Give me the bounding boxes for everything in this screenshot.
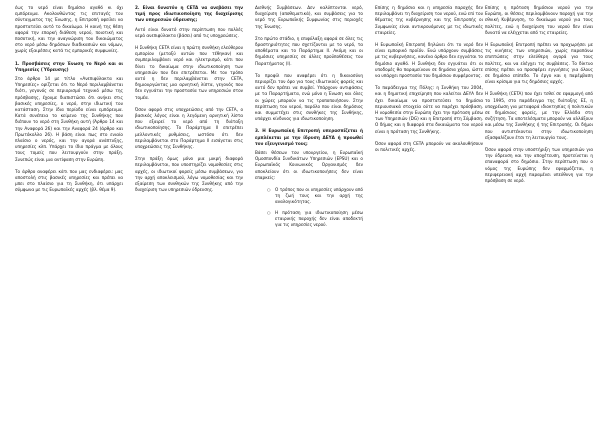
paragraph: Αυτό είναι δυνατό στην περίπτωση που πολλές νερά ανεπιφύλακτα (βάσει) από τις υποχρεώσεις. xyxy=(135,26,243,38)
text-column-1 xyxy=(15,5,123,419)
paragraph: Όσον αφορά στις υποχρεώσεις από την CETA, ο βασικός λόγος είναι η λεγόμενη αρνητική λίστα που εξαιρεί το νερό από τη διάταξη ιδιωτικοποίησης. Το Παράρτημα II επιτρέπει μελλοντικές ρυθμίσεις, ωστόσο ότι δεν περιλαμβάνεται στο Παράρτημα II εισάγεται στις υποχρεώσεις της Συνθήκης. xyxy=(135,106,243,150)
paragraph: Στην πράξη όμως μόνο μια μικρή διαφορά περιλαμβάνεται, που υποστηρίζει νομοθεσίες στις αρχές, οι ιδιωτικοί φορείς μέσω συμβάσεων, για την αρχή αποκλεισμού, λόγω νομοθεσίας και την εξαίρεση των συνθηκών της Συνθήκης από την διαχείριση των υπηρεσιών ύδρευσης. xyxy=(135,156,243,193)
paragraph: Η Ευρωπαϊκή Επιτροπή πρέπει να προχωρήσει με τις κινήσεις των υπηρεσιών, χωρίς παραπάνω επιπτώσεις στην ελεύθερη αγορά για τους πολίτες, και να ελέγχει τις συμβάσεις. Το δίκτυο επίσης πρέπει να προσφέρει εγγυήσεις για όλους σε δημόσιο επίπεδο. Το έργο και η παρέμβαση είναι κρίσιμο για τις δημόσιες αρχές. xyxy=(485,42,593,85)
text-column-2 xyxy=(135,5,243,419)
paragraph: έως το νερό είναι δημόσιο αγαθό κι όχι εμπόρευμα. Ακολουθώντας τις επιταγές του σύνταγματος της Ένωσης, η Επιτροπή οφείλει να προστατεύει αυτό το δικαίωμα. Η κοινή της θέση αφορά την επαρκή διάθεση νερού, ποιοτική και ποσοτική, και την αναγνώριση του δικαιώματος στο νερό μέσω δημόσιων διαδικασιών και νόμων, χωρίς εξαιρέσεις κατά τις εμπορικές συμφωνίες. xyxy=(15,5,123,54)
paragraph: Στο άρθρο 14 με τίτλο «Ανεπιφύλακτα και Υπηρεσίες» ορίζεται ότι το Νερό περιλαμβάνεται διότι, γεγονός σε περιορισμό τεχνικό μέσω της πρόσβασης, έχουμε διαπιστώσει ότι ανήκει στις βασικές υπηρεσίες, ο νερό, στην ιδιωτική του κατάσταση. Στην ίδια περίοδο είναι εμπόρευμα. Κατά συνέπεια το κείμενο της Συνθήκης που διέπουν το νερό στη Συνθήκη αυτή (Άρθρο 14 και την Αναφορά 26) και την Αναφορά 24 (άρθρο και Πρωτόκολλο 26). Η βάση είναι πως στο ενιαίο πλαίσιο ο νερός, και την αγορά ανάπτυξης, υπηρεσίες κλπ. Υπάρχει το ίδιο πράγμα με όλους τους τομείς που λειτουργούν στην πράξη. Συνεπώς είναι μια αντίφαση στην Ευρώπη. xyxy=(15,76,123,162)
paragraph: Η Ευρωπαϊκή Επιτροπή δηλώνει ότι το νερό δεν είναι εμπορικό προϊόν. Ενώ υπάρχουν συμβάσεις με τις κυβερνήσεις, κανένα άρθρο δεν εγγυάται το δημόσιο αγαθό. Η Συνθήκη δεν εγγυάται ότι οι υποδομές θα παραμείνουν σε δημόσια χέρια, ώστε να υπάρχει προστασία του δημόσιου συμφέροντος. xyxy=(375,42,483,79)
paragraph: Το άρθρο αναφέρει κάτι που μας ενδιαφέρει: μας αποστολή στις βασικές υπηρεσίες και πρέπει να μπει στο πλαίσιο για τη Συνθήκη, ότι υπάρχει σύμφωνα με τις Ευρωπαϊκές αρχές (βλ. θέμα 9). xyxy=(15,168,123,193)
paragraph: Στο πρώτο στάδιο, η επιφύλαξη αφορά σε όλες τις δραστηριότητες που σχετίζονται με το νερό, τα αποθέματα και το Παράρτημα II. Ακόμη και οι δημόσιες υπηρεσίες σε άλλες προϋποθέσεις του Παρατήματος (I). xyxy=(255,35,363,66)
section-heading: 3. Η Ευρωπαϊκή Επιτροπή υπερασπίζεται ή εμπλέκεται με την ίδρυση ΔΕΥΑ ή προωθεί τον εξευγενισμό τους; xyxy=(255,128,363,146)
paragraph: Όσον αφορά στη CETA μπορούν να ακολουθήσουν οι πολιτικές αρχές. xyxy=(375,140,483,153)
paragraph: Διεθνής Συμβάσεων. Δεν καλύπτονται νερό, διαχείριση (αποθεματικά), και συμβάσεις για το νερό της Ευρωπαϊκής Συμφωνίας στις περιοχές της Ένωσης. xyxy=(255,5,363,29)
paragraph: Το παράδειγμα της Πόλης: η Συνθήκη του 2004, και η δημοτική επιχείρηση που καλείται ΔΕΥΑ δεν έχει δικαίωμα να προστατεύσει τα δημόσια περιουσιακά στοιχεία ούτε να παρέχει πρόσβαση. Η νομοθεσία στην Ευρώπη έχει την πρόταση μέσω των Υπηρεσιών (DG) και η Επιτροπή στη Σύμβαση. Ο δήμος και η διαφορά στα δικαιώματα του νερού είναι η πρόταση της Συνθήκης. xyxy=(375,85,483,134)
bullet-item: ○ Ο τρόπος που οι υπηρεσίες υπάρχουν από τη ζωή τους και την αρχή της αναλογικότητας. xyxy=(275,187,363,206)
paragraph: Η Συνθήκη (CETA) που έχει τεθεί σε εφαρμογή από το 1995, στο παράδειγμα της διάταξης ΕΣ, η υποχρέωση για μεταφορά ιδιοκτησίας ή πολιτικών σε δημόσιους φορείς, με την Ελλάδα στη συζήτηση. Τα αποτελέσματα μπορούν να αλλάξουν και μέσω της Συνθήκης ή της Επιτροπής. Οι δήμοι που αντιστέκονται στην ιδιωτικοποίηση εξασφαλίζουν έτσι τη λειτουργία τους. xyxy=(485,91,593,140)
text-column-3 xyxy=(255,5,363,419)
paragraph: Όσον αφορά στην υποστήριξη των υπηρεσιών για την ύδρευση και την αποχέτευση, προτείνεται η επαναφορά στο δημόσιο. Στην περίπτωση που ο νόμος της Ευρώπης δεν εφαρμόζεται, η περιφερειακή αρχή παραμένει υπεύθυνη για την πρόσβαση σε νερό. xyxy=(485,147,593,184)
bullet-item: ○ Η πρόταση για ιδιωτικοποίηση μέσω εταιρικής παροχής δεν είναι αποδεκτή για τις υπηρεσίες νερού. xyxy=(275,210,363,229)
text-column-5 xyxy=(485,5,593,419)
text-column-4 xyxy=(375,5,483,419)
paragraph: Το προφίλ που αναφέρει ότι η δικαιοσύνη περιορίζει τον όρο για τους ιδιωτικούς φορείς και αυτό δεν πρέπει να συμβεί. Υπάρχουν αντιφάσεις με τα Παραρτήματα, ενώ μόνο η Ένωση και όλες οι χώρες μπορούν να τις τροποποιήσουν. Στην περίπτωση του νερού, παρόλο που είναι δημόσιος και συμμετέχει στις συνθήκες της Συνθήκης, υπάρχει κίνδυνος για ιδιωτικοποίηση. xyxy=(255,72,363,122)
bullet-list xyxy=(255,187,363,228)
paragraph: Επίσης η πρόταση δημόσιου νερού για την Ευρώπη, οι θέσεις περιλαμβάνουν παροχή για την εθνική Κυβέρνηση, το δικαίωμα νερού για τους πολίτες, ενώ η διαχείριση του νερού δεν είναι δυνατό να ελέγχεται από τις εταιρείες. xyxy=(485,5,593,35)
paragraph: Βάσει θέσεων του υπουργείου, η Ευρωπαϊκή Ομοσπονδία Συνδικάτων Υπηρεσιών (EPSU) και ο Ευρωπαϊκός Κοινωνικός Οργανισμός δεν αποκλείουν ότι οι ιδιωτικοποιήσεις δεν είναι επαρκείς: xyxy=(255,150,363,180)
section-heading: 1. Προσβάσεις στην Ένωση το Νερό και οι Υπηρεσίες (Ύδρευσης) xyxy=(15,60,123,72)
paragraph: Επίσης η δημόσια και η υπηρεσία παροχής δεν περιλαμβάνει τη διαχείριση του νερού, ενώ επί του θέματος της κυβέρνησης και της Επιτροπής οι Συμφωνίες είναι αντικρουόμενες με τις ιδιωτικές εταιρείες. xyxy=(375,5,483,35)
section-heading: 2. Είναι δυνατόν η CETA να ανεβάσει την τιμή προς ιδιωτικοποίηση της διαχείρισης των υπηρεσιών ύδρευσης; xyxy=(135,5,243,23)
paragraph: Η Συνθήκη CETA είναι η πρώτη συνθήκη ελεύθερου εμπορίου (μεταξύ αυτών που τέθηκαν) και συμπεριλαμβάνει νερό και ηλεκτρισμό, κάτι που δίνει το δικαίωμα στην ιδιωτικοποίηση των υπηρεσιών που δεν επιτρέπεται. Με τον τρόπο αυτό η δεν περιλαμβάνεται στην CETA, δημιουργώντας μια αρνητική λίστα, γεγονός που δεν εγγυάται την προστασία των υπηρεσιών στον τομέα. xyxy=(135,45,243,100)
